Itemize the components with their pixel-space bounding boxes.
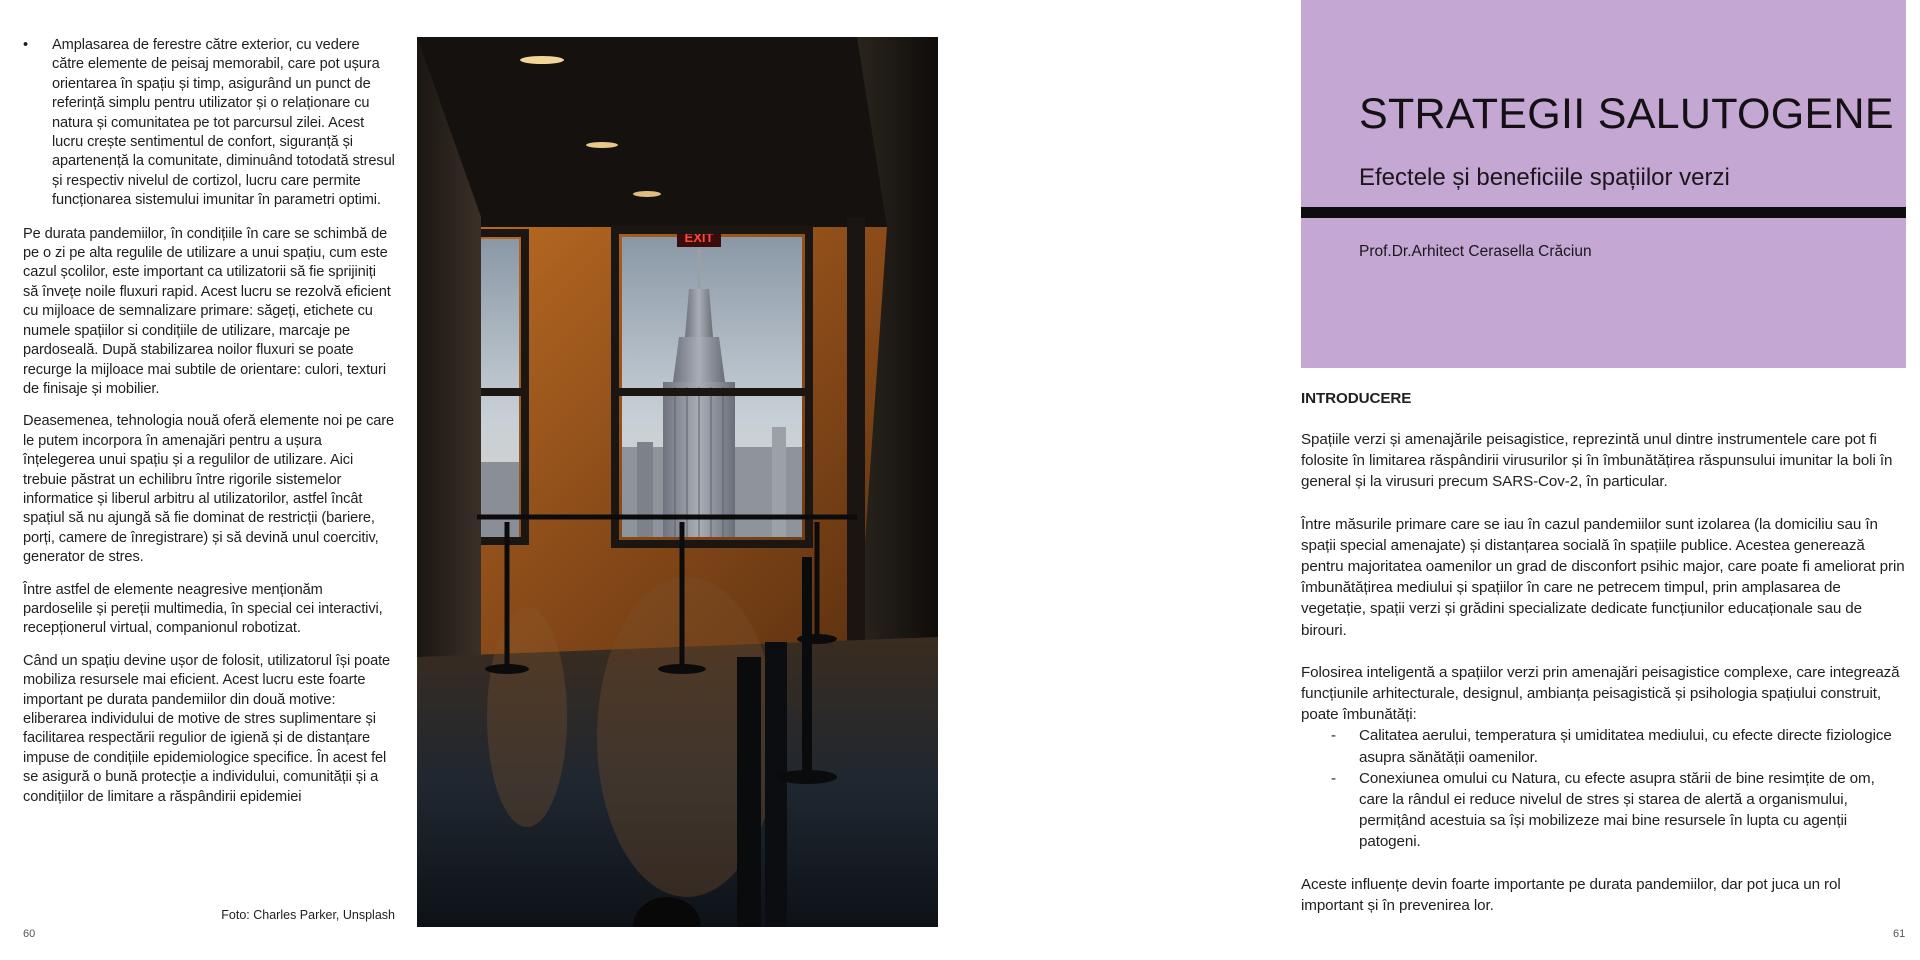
author-name: Prof.Dr.Arhitect Cerasella Crăciun [1359,243,1592,260]
left-page-text [23,36,395,820]
page-number-right: 61 [1893,928,1906,940]
bullet-item: • Amplasarea de ferestre către exterior, cu vedere către elemente de peisaj memorabil, care pot ușura orientarea în spațiu și timp, asigurând un punct de referință simplu pentru utilizator și o relaționare cu natura și comunitatea pe tot parcursul zilei. Acest lucru crește sentimentul de confort, siguranță și apartenență la comunitate, diminuând totodată stresul și respectiv nivelul de cortizol, lucru care permite funcționarea sistemului imunitar în parametri optimi. [52,36,395,211]
paragraph: Între măsurile primare care se iau în cazul pandemiilor sunt izolarea (la domiciliu sau în spații special amenajate) și distanțarea socială în spațiile publice. Acestea generează pentru majoritatea oamenilor un grad de disconfort psihic major, care poate fi ameliorat prin îmbunătățirea mediului și spațiilor în care ne petrecem timpul, prin amplasarea de vegetație, spații verzi și grădini specializate dedicate funcțiunilor educaționale sau de birouri. [1301,515,1905,639]
paragraph: Când un spațiu devine ușor de folosit, utilizatorul își poate mobiliza resursele mai eficient. Acest lucru este foarte important pe durata pandemiilor din două motive: eliberarea individului de motive de stres suplimentare și facilitarea respectării regulior de igienă și de distanțare impuse de condițiile epidemiologice specifice. În acest fel se asigură o bună protecție a individului, comunității și a condițiilor de limitare a răspândirii epidemiei [23,652,391,805]
paragraph: Spațiile verzi și amenajările peisagistice, reprezintă unul dintre instrumentele care pot fi folosite în limitarea răspândirii virusurilor și în îmbunătățirea răspunsului imunitar la boli în general și la virusuri precum SARS-Cov-2, în particular. [1301,431,1893,491]
chapter-title: STRATEGII SALUTOGENE [1359,90,1894,138]
bullet-list [23,36,395,211]
header-divider-bar [1301,207,1906,218]
chapter-subtitle: Efectele și beneficiile spațiilor verzi [1359,164,1730,191]
page-number-left: 60 [23,928,36,940]
photo-empire-state-window [417,37,938,927]
dash-list [1301,725,1906,852]
right-page-text [1301,388,1906,937]
list-item: - Calitatea aerului, temperatura și umiditatea mediului, cu efecte directe fiziologice asupra sănătății oamenilor. [1359,725,1906,767]
paragraph: Între astfel de elemente neagresive menționăm pardoselile și pereții multimedia, în special cei interactivi, recepționerul virtual, companionul robotizat. [23,581,383,637]
section-heading: INTRODUCERE [1301,390,1412,407]
paragraph: Aceste influențe devin foarte importante pe durata pandemiilor, dar pot juca un rol important și în prevenirea lor. [1301,875,1841,914]
paragraph: Pe durata pandemiilor, în condițiile în care se schimbă de pe o zi pe alta regulile de utilizare a unui spațiu, cum este cazul școlilor, este important ca utilizatorii să fie sprijiniți să învețe noile fluxuri rapid. Acest lucru se rezolvă eficient cu mijloace de semnalizare primare: săgeți, etichete cu numele spațiilor si condițiile de utilizare, marcaje pe pardoseală. După stabilizarea noilor fluxuri se poate recurge la mijloace mai subtile de orientare: culori, texturi de finisaje și mobilier. [23,225,391,397]
photo-illustration [417,37,938,927]
chapter-header [1301,0,1906,368]
paragraph: Folosirea inteligentă a spațiilor verzi prin amenajări peisagistice complexe, care integrează funcțiunile arhitecturale, designul, ambianța peisagistică și psihologia spațiului construit, poate îmbunătăți: [1301,663,1900,724]
paragraph: Deasemenea, tehnologia nouă oferă elemente noi pe care le putem incorpora în amenajări pentru a ușura înțelegerea unui spațiu și a regulilor de utilizare. Aici trebuie păstrat un echilibru între rigorile sistemelor informatice și liberul arbitru al utilizatorilor, astfel încât spațiul să nu ajungă să fie dominat de restricții (bariere, porți, camere de înregistrare) și să devină unul coercitiv, generator de stres. [23,413,395,566]
photo-credit: Foto: Charles Parker, Unsplash [221,908,395,922]
exit-sign-text: EXIT [684,230,714,245]
list-item: - Conexiunea omului cu Natura, cu efecte asupra stării de bine resimțite de om, care la rândul ei reduce nivelul de stres și starea de alertă a organismului, permițând acestuia sa își mobilizeze mai bine resursele în lupta cu agenții patogeni. [1359,768,1906,853]
